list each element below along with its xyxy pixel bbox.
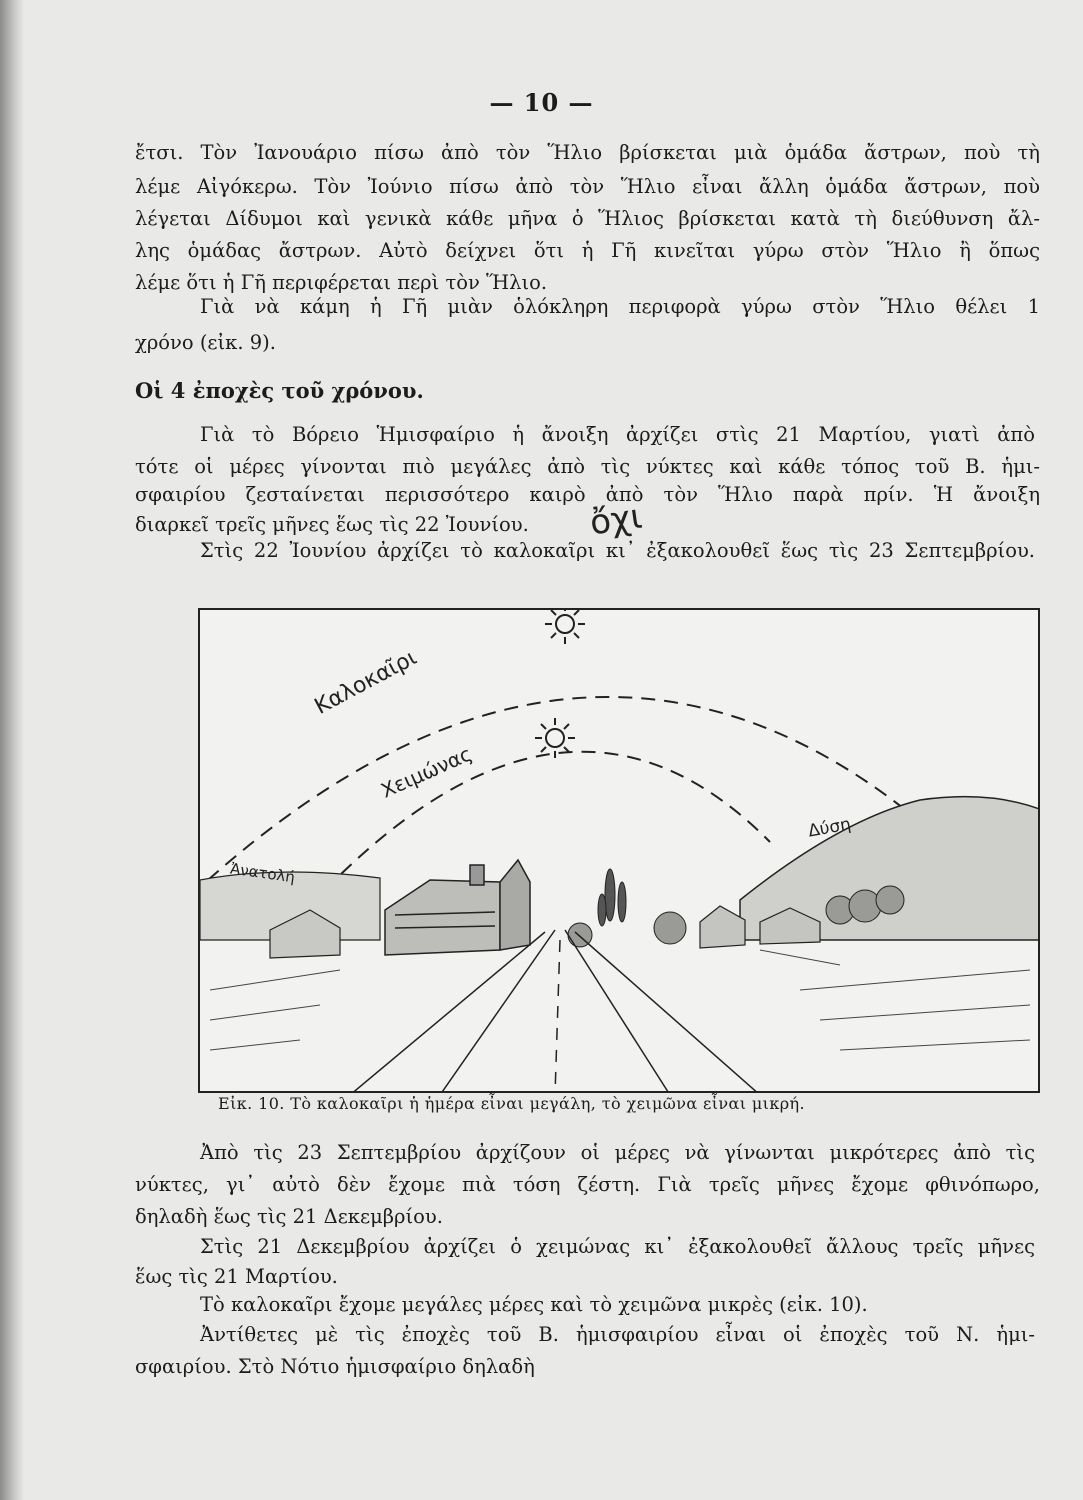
text-line: Τὸ καλοκαῖρι ἔχομε μεγάλες μέρες καὶ τὸ χειμῶνα μικρὲς (εἰκ. 10). [200,1293,868,1316]
church-building [385,860,530,955]
text-line: διαρκεῖ τρεῖς μῆνες ἕως τὶς 22 Ἰουνίου. [135,513,529,536]
text-line: λης ὁμάδας ἄστρων. Αὐτὸ δείχνει ὅτι ἡ Γῆ κινεῖται γύρω στὸν Ἥλιο ἢ ὅπως [135,239,1040,262]
text-line: σφαιρίου ζεσταίνεται περισσότερο καιρὸ ἀπὸ τὸν Ἥλιο παρὰ πρίν. Ἡ ἄνοιξη [135,483,1040,506]
text-line: Ἀντίθετες μὲ τὶς ἐποχὲς τοῦ Β. ἡμισφαιρίου εἶναι οἱ ἐποχὲς τοῦ Ν. ἡμι- [200,1323,1035,1346]
label-west: Δύση [806,814,853,842]
text-line: δηλαδὴ ἕως τὶς 21 Δεκεμβρίου. [135,1205,443,1228]
text-line: Στὶς 21 Δεκεμβρίου ἀρχίζει ὁ χειμώνας κι᾿ ἐξακολουθεῖ ἄλλους τρεῖς μῆνες [200,1235,1035,1258]
page-binding-edge [0,0,24,1500]
text-line: Ἀπὸ τὶς 23 Σεπτεμβρίου ἀρχίζουν οἱ μέρες νὰ γίνωνται μικρότερες ἀπὸ τὶς [200,1141,1035,1164]
cypress-trees [598,869,626,926]
label-winter: Χειμώνας [377,741,476,803]
summer-sun-icon [545,610,585,644]
text-line: σφαιρίου. Στὸ Νότιο ἡμισφαίριο δηλαδὴ [135,1355,535,1378]
text-line: τότε οἱ μέρες γίνονται πιὸ μεγάλες ἀπὸ τὶς νύκτες καὶ κάθε τόπος τοῦ Β. ἡμι- [135,455,1040,478]
figure-caption: Εἰκ. 10. Τὸ καλοκαῖρι ἡ ἡμέρα εἶναι μεγάλη, τὸ χειμῶνα εἶναι μικρή. [218,1094,806,1113]
text-line: Γιὰ νὰ κάμη ἡ Γῆ μιὰν ὁλόκληρη περιφορὰ γύρω στὸν Ἥλιο θέλει 1 [200,295,1040,318]
label-summer: Καλοκαῖρι [310,645,422,720]
text-line: λέμε Αἰγόκερω. Τὸν Ἰούνιο πίσω ἀπὸ τὸν Ἥλιο εἶναι ἄλλη ὁμάδα ἄστρων, ποὺ [135,175,1040,198]
winter-sun-icon [535,718,575,758]
text-line: Γιὰ τὸ Βόρειο Ἡμισφαίριο ἡ ἄνοιξη ἀρχίζει στὶς 21 Μαρτίου, γιατὶ ἀπὸ [200,423,1035,446]
handwritten-note: ὄχι [587,496,645,544]
text-line: Στὶς 22 Ἰουνίου ἀρχίζει τὸ καλοκαῖρι κι᾿ ἐξακολουθεῖ ἕως τὶς 23 Σεπτεμβρίου. [200,539,1035,562]
winter-sun-path [325,752,770,890]
text-line: ἕως τὶς 21 Μαρτίου. [135,1265,338,1288]
section-heading: Οἱ 4 ἐποχὲς τοῦ χρόνου. [135,378,424,403]
text-line: χρόνο (εἰκ. 9). [135,331,276,354]
page-number: — 10 — [489,88,594,117]
label-east: Ἀνατολή [229,859,297,887]
ground-hatching [210,950,1030,1050]
figure-drawing [200,610,1040,1093]
text-line: λέγεται Δίδυμοι καὶ γενικὰ κάθε μῆνα ὁ Ἥλιος βρίσκεται κατὰ τὴ διεύθυνση ἄλ- [135,207,1040,230]
text-line: ἔτσι. Τὸν Ἰανουάριο πίσω ἀπὸ τὸν Ἥλιο βρίσκεται μιὰ ὁμάδα ἄστρων, ποὺ τὴ [135,141,1040,164]
text-line: νύκτες, γι᾿ αὐτὸ δὲν ἔχομε πιὰ τόση ζέστη. Γιὰ τρεῖς μῆνες ἔχομε φθινόπωρο, [135,1173,1040,1196]
text-line: λέμε ὅτι ἡ Γῆ περιφέρεται περὶ τὸν Ἥλιο. [135,271,548,294]
figure-seasons-illustration [198,608,1040,1093]
